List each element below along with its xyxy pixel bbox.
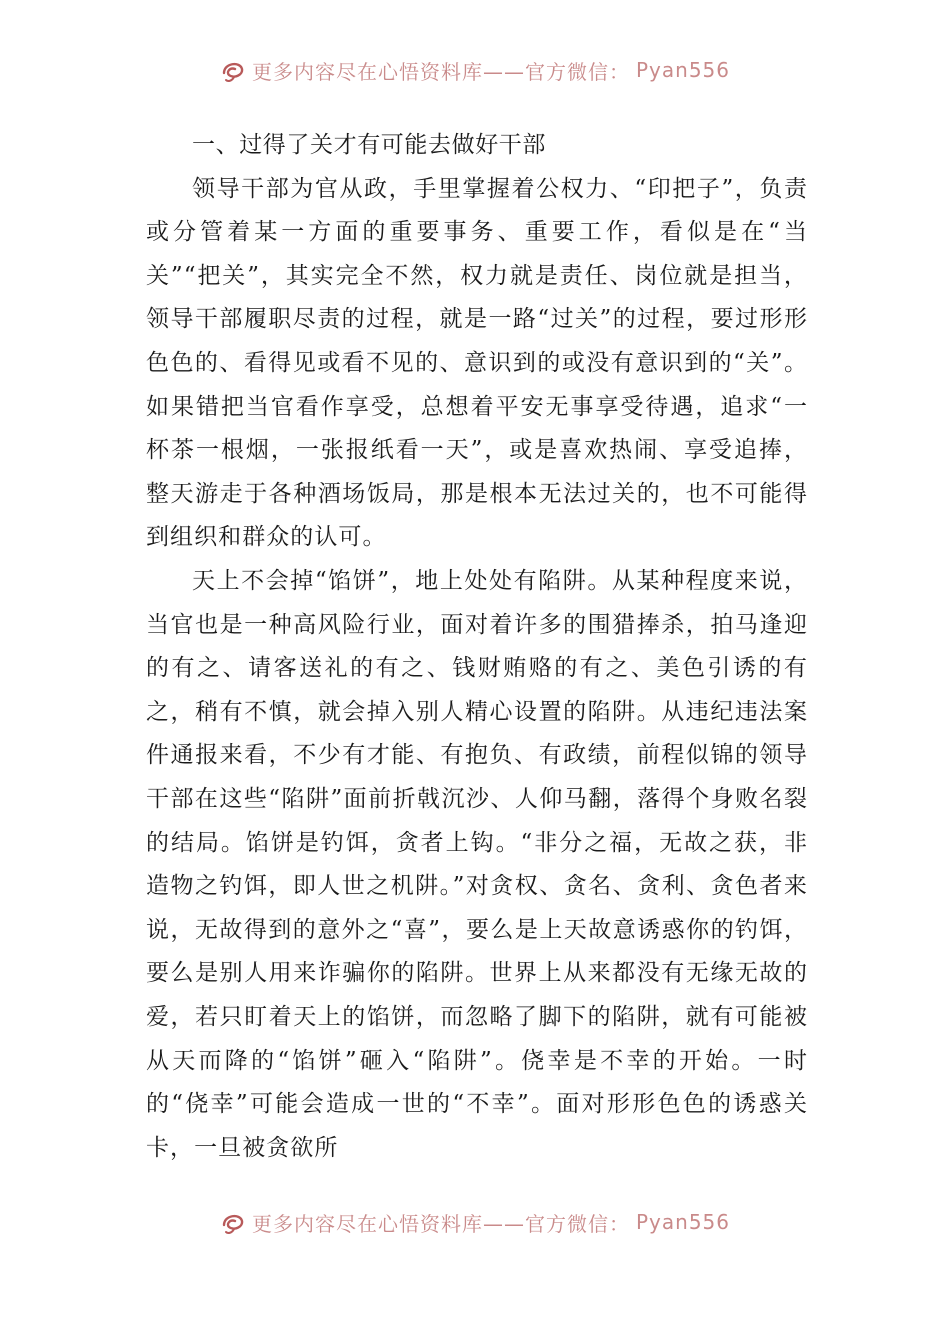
document-body <box>146 124 808 1170</box>
footer-watermark <box>0 1202 950 1242</box>
watermark-wechat-id: Pyan556 <box>635 58 730 82</box>
swirl-logo-icon <box>220 57 246 83</box>
paragraph: 领导干部为官从政，手里掌握着公权力、“印把子”，负责或分管着某一方面的重要事务、重要工作，看似是在“当关”“把关”，其实完全不然，权力就是责任、岗位就是担当，领导干部履职尽责的过程，就是一路“过关”的过程，要过形形色色的、看得见或看不见的、意识到的或没有意识到的“关”。如果错把当官看作享受，总想着平安无事享受待遇，追求“一杯茶一根烟，一张报纸看一天”，或是喜欢热闹、享受追捧，整天游走于各种酒场饭局，那是根本无法过关的，也不可能得到组织和群众的认可。 <box>146 175 808 551</box>
watermark-text: 更多内容尽在心悟资料库——官方微信： <box>251 1211 630 1236</box>
section-heading: 一、过得了关才有可能去做好干部 <box>192 132 546 158</box>
watermark-wechat-id: Pyan556 <box>635 1210 730 1234</box>
paragraph: 天上不会掉“馅饼”，地上处处有陷阱。从某种程度来说，当官也是一种高风险行业，面对着许多的围猎捧杀，拍马逢迎的有之、请客送礼的有之、钱财贿赂的有之、美色引诱的有之，稍有不慎，就会掉入别人精心设置的陷阱。从违纪违法案件通报来看，不少有才能、有抱负、有政绩，前程似锦的领导干部在这些“陷阱”面前折戟沉沙、人仰马翻，落得个身败名裂的结局。馅饼是钓饵，贪者上钩。“非分之福，无故之获，非造物之钓饵，即人世之机阱。”对贪权、贪名、贪利、贪色者来说，无故得到的意外之“喜”，要么是上天故意诱惑你的钓饵，要么是别人用来诈骗你的陷阱。世界上从来都没有无缘无故的爱，若只盯着天上的馅饼，而忽略了脚下的陷阱，就有可能被从天而降的“馅饼”砸入“陷阱”。侥幸是不幸的开始。一时的“侥幸”可能会造成一世的“不幸”。面对形形色色的诱惑关卡，一旦被贪欲所 <box>146 568 808 1161</box>
header-watermark <box>0 50 950 90</box>
swirl-logo-icon <box>220 1209 246 1235</box>
watermark-text: 更多内容尽在心悟资料库——官方微信： <box>251 59 630 84</box>
